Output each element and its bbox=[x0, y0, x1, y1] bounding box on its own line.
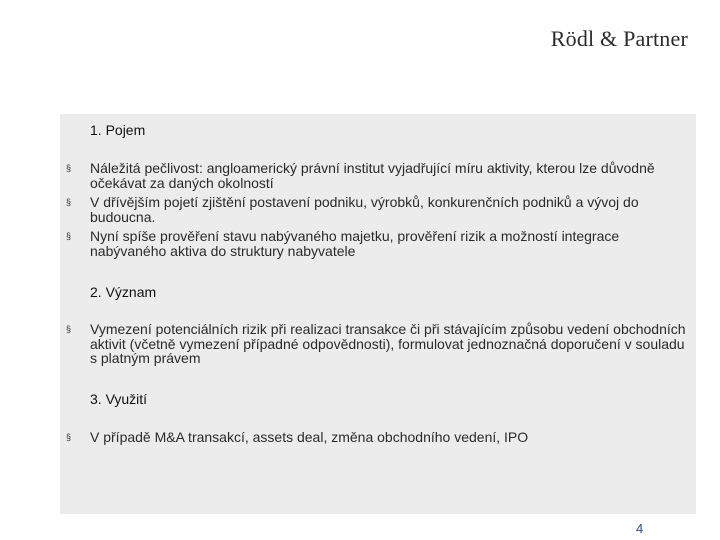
bullet-icon: § bbox=[66, 324, 72, 334]
bullet-icon: § bbox=[66, 231, 72, 241]
bullet-icon: § bbox=[66, 197, 72, 207]
list-item: Vymezení potenciálních rizik při realizaci transakce či při stávajícím způsobu vedení obchodních aktivit (včetně vymezení případné odpovědnosti), formulovat jednoznačná doporučení v souladu s platným právem bbox=[90, 321, 686, 366]
list-item: V případě M&A transakcí, assets deal, změna obchodního vedení, IPO bbox=[90, 429, 529, 445]
page-number: 4 bbox=[636, 521, 644, 536]
section-heading-vyuziti: 3. Využití bbox=[90, 391, 148, 407]
list-item: V dřívějším pojetí zjištění postavení podniku, výrobků, konkurenčních podniků a vývoj do budoucna. bbox=[90, 194, 639, 225]
section-heading-vyznam: 2. Význam bbox=[90, 284, 157, 300]
list-item: Nyní spíše prověření stavu nabývaného majetku, prověření rizik a možností integrace nabývaného aktiva do struktury nabyvatele bbox=[90, 228, 620, 259]
section-heading-pojem: 1. Pojem bbox=[90, 122, 146, 138]
list-item: Náležitá pečlivost: angloamerický právní institut vyjadřující míru aktivity, kterou lze důvodně očekávat za daných okolností bbox=[90, 160, 655, 191]
company-logo: Rödl & Partner bbox=[550, 26, 688, 51]
bullet-icon: § bbox=[66, 432, 72, 442]
bullet-icon: § bbox=[66, 163, 72, 173]
